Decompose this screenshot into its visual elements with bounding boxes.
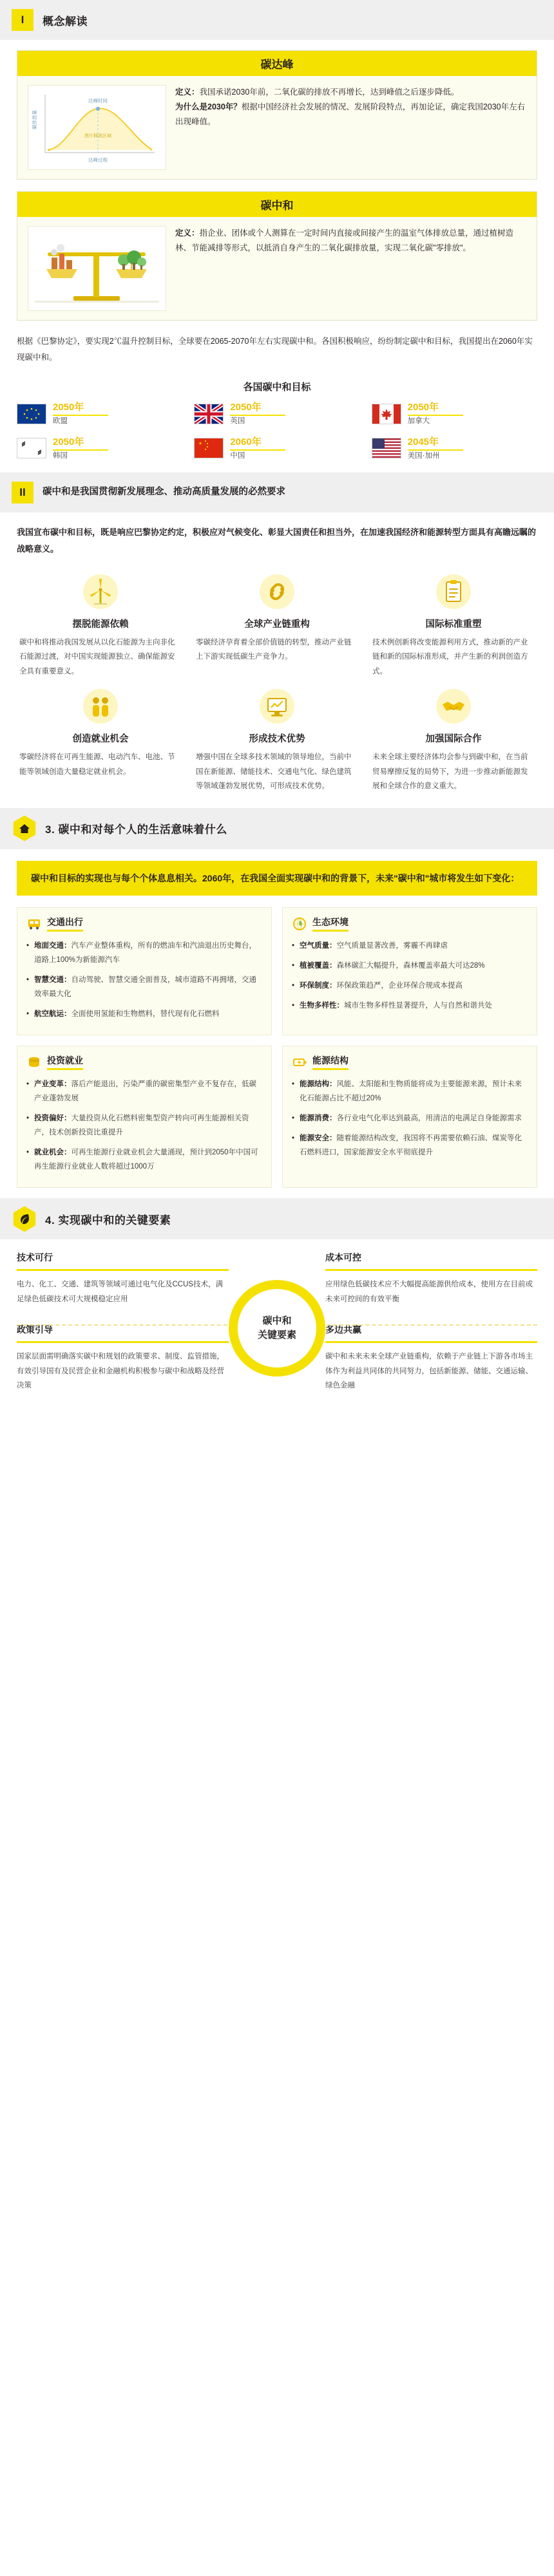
list-item (26, 1078, 262, 1106)
panel-title: 投资就业 (47, 1054, 83, 1070)
target-item (17, 402, 182, 426)
chain-link-icon (257, 572, 297, 612)
item-label: 能源安全： (300, 1134, 337, 1142)
globe-leaf-icon (292, 916, 307, 932)
korea-flag (17, 438, 46, 458)
underline (408, 415, 463, 416)
section-number: II (12, 482, 33, 503)
svg-text:达峰过程: 达峰过程 (88, 157, 108, 163)
section-header-2 (0, 473, 554, 512)
item-text: 风能、太阳能和生物质能将成为主要能源来源，预计未来化石能源占比不超过20% (300, 1080, 522, 1103)
underline (408, 449, 463, 451)
benefit-item (15, 682, 186, 793)
item-text: 随着能源结构改变，我国将不再需要依赖石油、煤炭等化石燃料进口，国家能源安全水平彻底提升 (300, 1134, 522, 1156)
wind-turbine-icon (81, 572, 120, 612)
benefit-title: 摆脱能源依赖 (72, 619, 129, 630)
benefit-text: 零碳经济孕育着全部价值链的转型，推动产业链上下游实现低碳生产竞争力。 (196, 639, 352, 661)
benefit-text: 零碳经济将在可再生能源、电动汽车、电池、节能等领域创造大量稳定就业机会。 (19, 753, 175, 776)
item-text: 城市生物多样性显著提升，人与自然和谐共处 (344, 1001, 492, 1010)
card-title: 碳达峰 (17, 51, 537, 76)
item-label: 环保制度： (300, 981, 337, 990)
item-label: 产业变革： (34, 1080, 72, 1089)
underline (17, 1269, 229, 1271)
section-number: I (12, 9, 33, 31)
underline (230, 449, 285, 451)
item-label: 能源消费： (300, 1114, 337, 1123)
key-element-text: 碳中和未来未来全球产业链重构，依赖于产业链上下游各市场主体作为利益共同体的共同努力，包括新能源、储能、交通运输、绿色金融 (325, 1353, 533, 1390)
targets-title: 各国碳中和目标 (243, 382, 311, 393)
list-item (26, 973, 262, 1002)
item-text: 环保政策趋严，企业环保合规成本提高 (336, 981, 463, 990)
leaf-icon (12, 1206, 37, 1232)
section-header-3 (0, 808, 554, 849)
target-item (372, 402, 537, 426)
key-element-title: 成本可控 (325, 1252, 361, 1263)
benefit-item (368, 682, 539, 793)
target-country: 中国 (230, 451, 245, 460)
underline (325, 1341, 537, 1343)
item-label: 地面交通： (34, 942, 72, 950)
benefit-item (192, 568, 362, 679)
key-element-text: 电力、化工、交通、建筑等领域可通过电气化及CCUS技术，满足绿色低碳技术可大规模稳定应用 (17, 1281, 224, 1303)
target-country: 韩国 (53, 451, 68, 460)
item-label: 能源结构： (300, 1080, 337, 1089)
panel-ecology (282, 907, 537, 1035)
item-text: 各行业电气化率达到最高，用清洁的电满足自身能源需求 (336, 1114, 522, 1123)
target-year: 2050年 (53, 436, 84, 447)
usa-flag (372, 438, 401, 458)
concept-text-carbon-peak (175, 85, 526, 129)
list-item (26, 939, 262, 968)
list-item (26, 1146, 262, 1174)
list-item (292, 1078, 528, 1106)
target-item (372, 437, 537, 460)
key-elements-diagram (0, 1239, 554, 1409)
definition-text: 指企业、团体或个人测算在一定时间内直接或间接产生的温室气体排放总量，通过植树造林、节能减排等形式，以抵消自身产生的二氧化碳排放量，实现二氧化碳"零排放"。 (175, 229, 514, 253)
item-label: 植被覆盖： (300, 961, 337, 970)
item-text: 空气质量显著改善，雾霾不再肆虐 (336, 942, 448, 950)
list-item (292, 959, 528, 973)
benefit-item (15, 568, 186, 679)
section3-lead: 碳中和目标的实现也与每个个体息息相关。2060年，在我国全面实现碳中和的背景下，未来"碳中和"城市将发生如下变化： (17, 861, 537, 896)
bus-icon (26, 916, 42, 932)
panel-transport (17, 907, 272, 1035)
list-item (292, 939, 528, 954)
benefit-item (368, 568, 539, 679)
item-text: 大量投资从化石燃料密集型资产转向可再生能源相关资产，技术创新投资比重提升 (34, 1114, 249, 1136)
target-country: 美国·加州 (407, 451, 440, 460)
list-item (26, 1008, 262, 1022)
key-element-tech (17, 1251, 229, 1306)
svg-text:达峰时间: 达峰时间 (88, 98, 108, 104)
item-label: 空气质量： (300, 942, 337, 950)
list-item (292, 1132, 528, 1160)
list-item (292, 999, 528, 1013)
underline (325, 1269, 537, 1271)
list-item (292, 1112, 528, 1126)
section-header-4 (0, 1198, 554, 1239)
coins-icon (26, 1055, 42, 1070)
svg-text:碳排放量: 碳排放量 (32, 110, 37, 129)
definition-label: 定义： (175, 88, 200, 97)
item-label: 就业机会： (34, 1148, 72, 1156)
people-icon (81, 686, 120, 726)
section-title: 概念解读 (43, 15, 88, 28)
underline (230, 415, 285, 416)
definition-text: 我国承诺2030年前，二氧化碳的排放不再增长，达到峰值之后逐步降低。 (199, 88, 459, 97)
home-icon (12, 816, 37, 841)
key-element-winwin (325, 1323, 537, 1393)
item-text: 自动驾驶、智慧交通全面普及，城市道路不再拥堵，交通效率最大化 (34, 975, 256, 998)
target-year: 2060年 (230, 436, 262, 447)
item-text: 可再生能源行业就业机会大量涌现，预计到2050年中国可再生能源行业就业人数将超过1000万 (34, 1148, 258, 1170)
key-element-text: 应用绿色低碳技术应不大幅提高能源供给成本，使用方在目前或未来可控间的有效平衡 (325, 1281, 533, 1303)
section-title: 碳中和是我国贯彻新发展理念、推动高质量发展的必然要求 (43, 487, 285, 498)
item-label: 生物多样性： (300, 1001, 344, 1010)
target-item (17, 437, 182, 460)
key-element-title: 技术可行 (17, 1252, 53, 1263)
card-title: 碳中和 (17, 192, 537, 217)
target-year: 2050年 (407, 402, 439, 413)
concept-card-carbon-peak (17, 50, 537, 180)
benefit-text: 技术例创新将改变能源利用方式，推动新的产业链和新的国际标准形成，并产生新的利润创造方式。 (372, 639, 528, 675)
item-text: 汽车产业整体重构，所有的燃油车和汽油退出历史舞台，道路上100%为新能源汽车 (34, 942, 256, 964)
item-text: 落后产能退出，污染严重的碳密集型产业不复存在，低碳产业蓬勃发展 (34, 1080, 256, 1103)
target-country: 加拿大 (407, 417, 430, 425)
center-line2: 关键要素 (257, 1330, 296, 1341)
benefit-title: 形成技术优势 (249, 734, 305, 745)
item-label: 投资偏好： (34, 1114, 72, 1123)
benefit-title: 创造就业机会 (72, 734, 129, 745)
item-text: 森林碳汇大幅提升，森林覆盖率最大可达28% (336, 961, 485, 970)
key-element-title: 多边共赢 (325, 1324, 361, 1335)
key-element-title: 政策引导 (17, 1324, 53, 1335)
benefit-title: 全球产业链重构 (244, 619, 310, 630)
life-change-panels (0, 907, 554, 1198)
concept-text-carbon-neutral (175, 226, 526, 256)
target-year: 2045年 (407, 436, 439, 447)
center-label (229, 1280, 325, 1377)
underline (53, 415, 108, 416)
section-title: 4. 实现碳中和的关键要素 (45, 1214, 171, 1227)
carbon-peak-chart-illustration (28, 85, 166, 170)
list-item (292, 979, 528, 993)
eu-flag (17, 404, 46, 424)
item-label: 智慧交通： (34, 975, 72, 984)
section-header-1 (0, 0, 554, 40)
svg-text:图片释放区域: 图片释放区域 (84, 133, 111, 138)
paris-agreement-paragraph: 根据《巴黎协定》，要实现2℃温升控制目标，全球要在2065-2070年左右实现碳中和。各国积极响应，纷纷制定碳中和目标，我国提出在2060年实现碳中和。 (17, 337, 533, 362)
target-country: 欧盟 (53, 417, 68, 425)
benefit-text: 增强中国在全球多技术领域的领导地位，当前中国在新能源、储能技术、交通电气化、绿色建筑等领域蓬勃发展优势，可形成技术优势。 (196, 753, 352, 791)
monitor-icon (257, 686, 297, 726)
question-label: 为什么是2030年？ (175, 102, 242, 112)
list-item (26, 1112, 262, 1140)
benefit-title: 加强国际合作 (425, 734, 482, 745)
country-targets-grid (0, 402, 554, 473)
target-item (194, 437, 359, 460)
target-item (194, 402, 359, 426)
clipboard-icon (434, 572, 473, 612)
question-text: 根据中国经济社会发展的情况、发展阶段特点，再加论证，确定我国2030年左右出现峰值。 (175, 102, 526, 127)
benefits-grid (0, 568, 554, 808)
panel-energy (282, 1046, 537, 1188)
item-text: 全面使用氢能和生物燃料，替代现有化石燃料 (71, 1010, 220, 1018)
target-country: 英国 (230, 417, 245, 425)
panel-investment (17, 1046, 272, 1188)
handshake-icon (434, 686, 473, 726)
canada-flag (372, 404, 401, 424)
underline (17, 1341, 229, 1343)
benefit-title: 国际标准重塑 (425, 619, 482, 630)
key-element-cost (325, 1251, 537, 1306)
benefit-text: 碳中和将推动我国发展从以化石能源为主向非化石能源过渡，对中国实现能源独立、确保能源安全具有重要意义。 (19, 639, 175, 675)
key-element-policy (17, 1323, 229, 1393)
target-year: 2050年 (230, 402, 262, 413)
target-year: 2050年 (53, 402, 84, 413)
benefit-text: 未来全球主要经济体均会参与到碳中和，在当前贸易摩擦反复的局势下，为进一步推动新能源发展和全球合作的意义重大。 (372, 753, 528, 791)
key-element-text: 国家层面需明确落实碳中和规划的政策要求、制度、监管措施，有效引导国有及民营企业和金融机构积极参与碳中和战略及经营决策 (17, 1353, 224, 1390)
item-label: 航空航运： (34, 1010, 72, 1018)
center-line1: 碳中和 (262, 1315, 292, 1326)
section-title: 3. 碳中和对每个人的生活意味着什么 (45, 823, 227, 836)
china-flag (194, 438, 224, 458)
battery-icon (292, 1055, 307, 1070)
panel-title: 交通出行 (47, 916, 83, 932)
definition-label: 定义： (175, 229, 200, 238)
uk-flag (194, 404, 224, 424)
underline (53, 449, 108, 451)
section2-intro: 我国宣布碳中和目标，既是响应巴黎协定约定，积极应对气候变化、彰显大国责任和担当外，在加速我国经济和能源转型方面具有高瞻远瞩的战略意义。 (17, 527, 537, 554)
panel-title: 能源结构 (312, 1054, 349, 1070)
concept-card-carbon-neutral (17, 191, 537, 321)
panel-title: 生态环境 (312, 916, 349, 932)
balance-scale-illustration (28, 226, 166, 311)
benefit-item (192, 682, 362, 793)
